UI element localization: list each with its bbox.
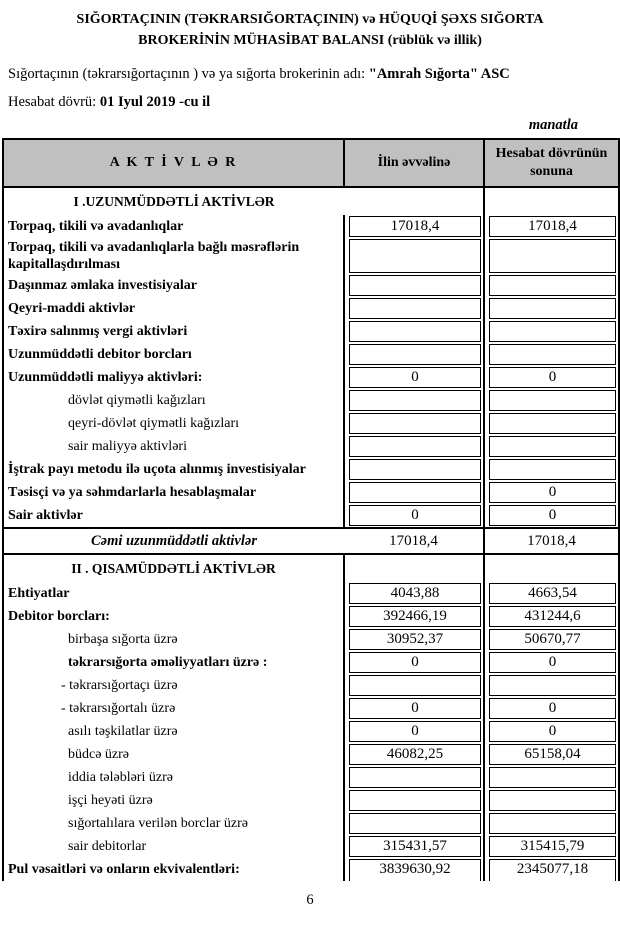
value-cell-period-end [484,651,619,674]
table-row [3,605,619,628]
row-label: işçi heyəti üzrə [3,789,344,812]
value-cell-year-start [344,187,484,215]
value-box [349,459,481,480]
row-label: Uzunmüddətli maliyyə aktivləri: [3,366,344,389]
report-period-value: 01 Iyul 2019 -cu il [99,94,211,110]
currency-note: manatla [528,117,578,133]
column-header-aktivler: A K T İ V L Ə R [3,139,344,187]
title-line-2: BROKERİNİN MÜHASİBAT BALANSI (rüblük və illik) [138,33,482,48]
row-label: İştrak payı metodu ilə uçota alınmış investisiyalar [3,458,344,481]
value-cell-year-start [344,812,484,835]
value-cell-period-end [484,720,619,743]
row-label: asılı təşkilatlar üzrə [3,720,344,743]
value-box [349,390,481,411]
value-box [489,321,616,342]
table-row [3,766,619,789]
table-row [3,389,619,412]
value-cell-period-end [484,554,619,582]
title-line-1: SIĞORTAÇININ (TƏKRARSIĞORTAÇININ) və HÜQUQİ ŞƏXS SIĞORTA [76,12,544,27]
value-cell-year-start [344,238,484,274]
value-box [489,675,616,696]
value-box [349,767,481,788]
row-label: təkrarsığorta əməliyyatları üzrə : [3,651,344,674]
value-box [349,344,481,365]
value-cell-period-end [484,343,619,366]
value-cell-period-end: 17018,4 [484,528,619,554]
value-cell-year-start [344,858,484,881]
value-box: 0 [489,721,616,742]
value-cell-year-start [344,412,484,435]
row-label: iddia tələbləri üzrə [3,766,344,789]
value-cell-year-start [344,554,484,582]
value-box: 2345077,18 [489,859,616,881]
table-row [3,274,619,297]
row-label: büdcə üzrə [3,743,344,766]
table-row [3,504,619,528]
value-cell-period-end [484,412,619,435]
value-box: 315415,79 [489,836,616,857]
total-row [3,528,619,554]
value-cell-period-end [484,481,619,504]
value-box [349,436,481,457]
value-cell-period-end [484,389,619,412]
value-box: 17018,4 [489,216,616,237]
table-row [3,215,619,238]
row-label: - təkrarsığortalı üzrə [3,697,344,720]
value-cell-year-start [344,435,484,458]
table-row [3,720,619,743]
table-row [3,628,619,651]
value-cell-year-start [344,743,484,766]
value-box [349,298,481,319]
value-cell-year-start [344,835,484,858]
value-cell-period-end [484,858,619,881]
value-box [349,790,481,811]
balance-sheet-table [2,138,620,881]
table-row [3,481,619,504]
value-box [349,813,481,834]
value-box: 0 [349,367,481,388]
table-row [3,238,619,274]
value-box [489,275,616,296]
row-label: Təsisçi və ya səhmdarlarla hesablaşmalar [3,481,344,504]
value-box [489,813,616,834]
row-label: Torpaq, tikili və avadanlıqlar [3,215,344,238]
row-label: - təkrarsığortaçı üzrə [3,674,344,697]
value-box: 3839630,92 [349,859,481,881]
value-box: 0 [349,698,481,719]
value-cell-period-end [484,835,619,858]
value-box: 392466,19 [349,606,481,627]
table-row [3,697,619,720]
row-label: qeyri-dövlət qiymətli kağızları [3,412,344,435]
row-label: Torpaq, tikili və avadanlıqlarla bağlı məsrəflərin kapitallaşdırılması [3,238,344,274]
table-row [3,458,619,481]
value-cell-period-end [484,187,619,215]
value-box: 0 [489,367,616,388]
row-label: birbaşa sığorta üzrə [3,628,344,651]
value-box [489,239,616,273]
value-cell-year-start [344,274,484,297]
row-label: Sair aktivlər [3,504,344,528]
table-row [3,858,619,881]
table-row [3,835,619,858]
value-box: 30952,37 [349,629,481,650]
value-cell-period-end [484,458,619,481]
value-box [489,344,616,365]
value-box [489,298,616,319]
value-cell-year-start: 17018,4 [344,528,484,554]
table-row [3,651,619,674]
row-label: Cəmi uzunmüddətli aktivlər [3,528,344,554]
value-box: 0 [489,652,616,673]
row-label: Qeyri-maddi aktivlər [3,297,344,320]
value-cell-period-end [484,504,619,528]
value-box [489,413,616,434]
value-cell-year-start [344,605,484,628]
value-cell-year-start [344,458,484,481]
table-row [3,435,619,458]
row-label: Təxirə salınmış vergi aktivləri [3,320,344,343]
value-box [489,390,616,411]
column-header-year-start: İlin əvvəlinə [344,139,484,187]
row-label: sığortalılara verilən borclar üzrə [3,812,344,835]
row-label: sair debitorlar [3,835,344,858]
value-cell-year-start [344,320,484,343]
table-row [3,343,619,366]
value-box [489,459,616,480]
value-cell-period-end [484,435,619,458]
row-label: I .UZUNMÜDDƏTLİ AKTİVLƏR [73,194,275,209]
value-cell-year-start [344,366,484,389]
value-cell-period-end [484,320,619,343]
document-title [0,0,620,51]
row-label: Daşınmaz əmlaka investisiyalar [3,274,344,297]
row-label: dövlət qiymətli kağızları [3,389,344,412]
value-cell-year-start [344,297,484,320]
value-cell-year-start [344,628,484,651]
value-cell-year-start [344,215,484,238]
value-box: 4043,88 [349,583,481,604]
value-cell-year-start [344,389,484,412]
value-cell-period-end [484,743,619,766]
row-label: sair maliyyə aktivləri [3,435,344,458]
value-box [489,436,616,457]
row-label: Ehtiyatlar [3,582,344,605]
row-label: II . QISAMÜDDƏTLİ AKTİVLƏR [3,554,344,582]
value-cell-year-start [344,674,484,697]
section-row [3,554,619,582]
value-cell-period-end [484,697,619,720]
value-box [349,482,481,503]
value-cell-year-start [344,481,484,504]
value-cell-period-end [484,366,619,389]
value-box: 315431,57 [349,836,481,857]
value-box: 4663,54 [489,583,616,604]
table-row [3,320,619,343]
value-cell-period-end [484,582,619,605]
broker-name-label: Sığortaçının (təkrarsığortaçının ) və ya sığorta brokerinin adı: [8,66,369,82]
broker-name-line [8,66,610,83]
value-cell-period-end [484,789,619,812]
table-row [3,789,619,812]
value-box [349,413,481,434]
page-number: 6 [306,892,314,908]
table-row [3,366,619,389]
value-box: 65158,04 [489,744,616,765]
value-box: 0 [489,505,616,526]
value-cell-period-end [484,274,619,297]
value-cell-period-end [484,628,619,651]
row-label: Debitor borcları: [3,605,344,628]
value-box [489,790,616,811]
report-period-line [8,94,610,111]
value-box: 0 [349,721,481,742]
value-box: 50670,77 [489,629,616,650]
row-label: Pul vəsaitləri və onların ekvivalentləri: [3,858,344,881]
value-cell-period-end [484,297,619,320]
value-cell-year-start [344,504,484,528]
value-box [489,767,616,788]
value-cell-period-end [484,605,619,628]
value-cell-period-end [484,238,619,274]
value-cell-period-end [484,674,619,697]
table-row [3,412,619,435]
table-row [3,297,619,320]
value-cell-period-end [484,766,619,789]
table-row [3,812,619,835]
value-cell-year-start [344,720,484,743]
value-box: 17018,4 [349,216,481,237]
value-box: 0 [489,698,616,719]
value-cell-year-start [344,789,484,812]
value-cell-year-start [344,766,484,789]
column-header-period-end: Hesabat dövrünün sonuna [484,139,619,187]
value-box [349,275,481,296]
value-box: 0 [349,652,481,673]
report-period-label: Hesabat dövrü: [8,94,100,110]
value-box [349,675,481,696]
value-cell-year-start [344,697,484,720]
value-cell-period-end [484,215,619,238]
value-cell-year-start [344,343,484,366]
value-box: 0 [489,482,616,503]
value-cell-period-end [484,812,619,835]
broker-name-value: "Amrah Sığorta" ASC [368,66,510,82]
value-box: 0 [349,505,481,526]
table-row [3,743,619,766]
value-box: 431244,6 [489,606,616,627]
value-cell-year-start [344,582,484,605]
table-row [3,674,619,697]
section-row [3,187,619,215]
table-header-row [3,139,619,187]
value-cell-year-start [344,651,484,674]
row-label: Uzunmüddətli debitor borcları [3,343,344,366]
balance-table-body [3,187,619,881]
value-box [349,239,481,273]
value-box: 46082,25 [349,744,481,765]
table-row [3,582,619,605]
value-box [349,321,481,342]
